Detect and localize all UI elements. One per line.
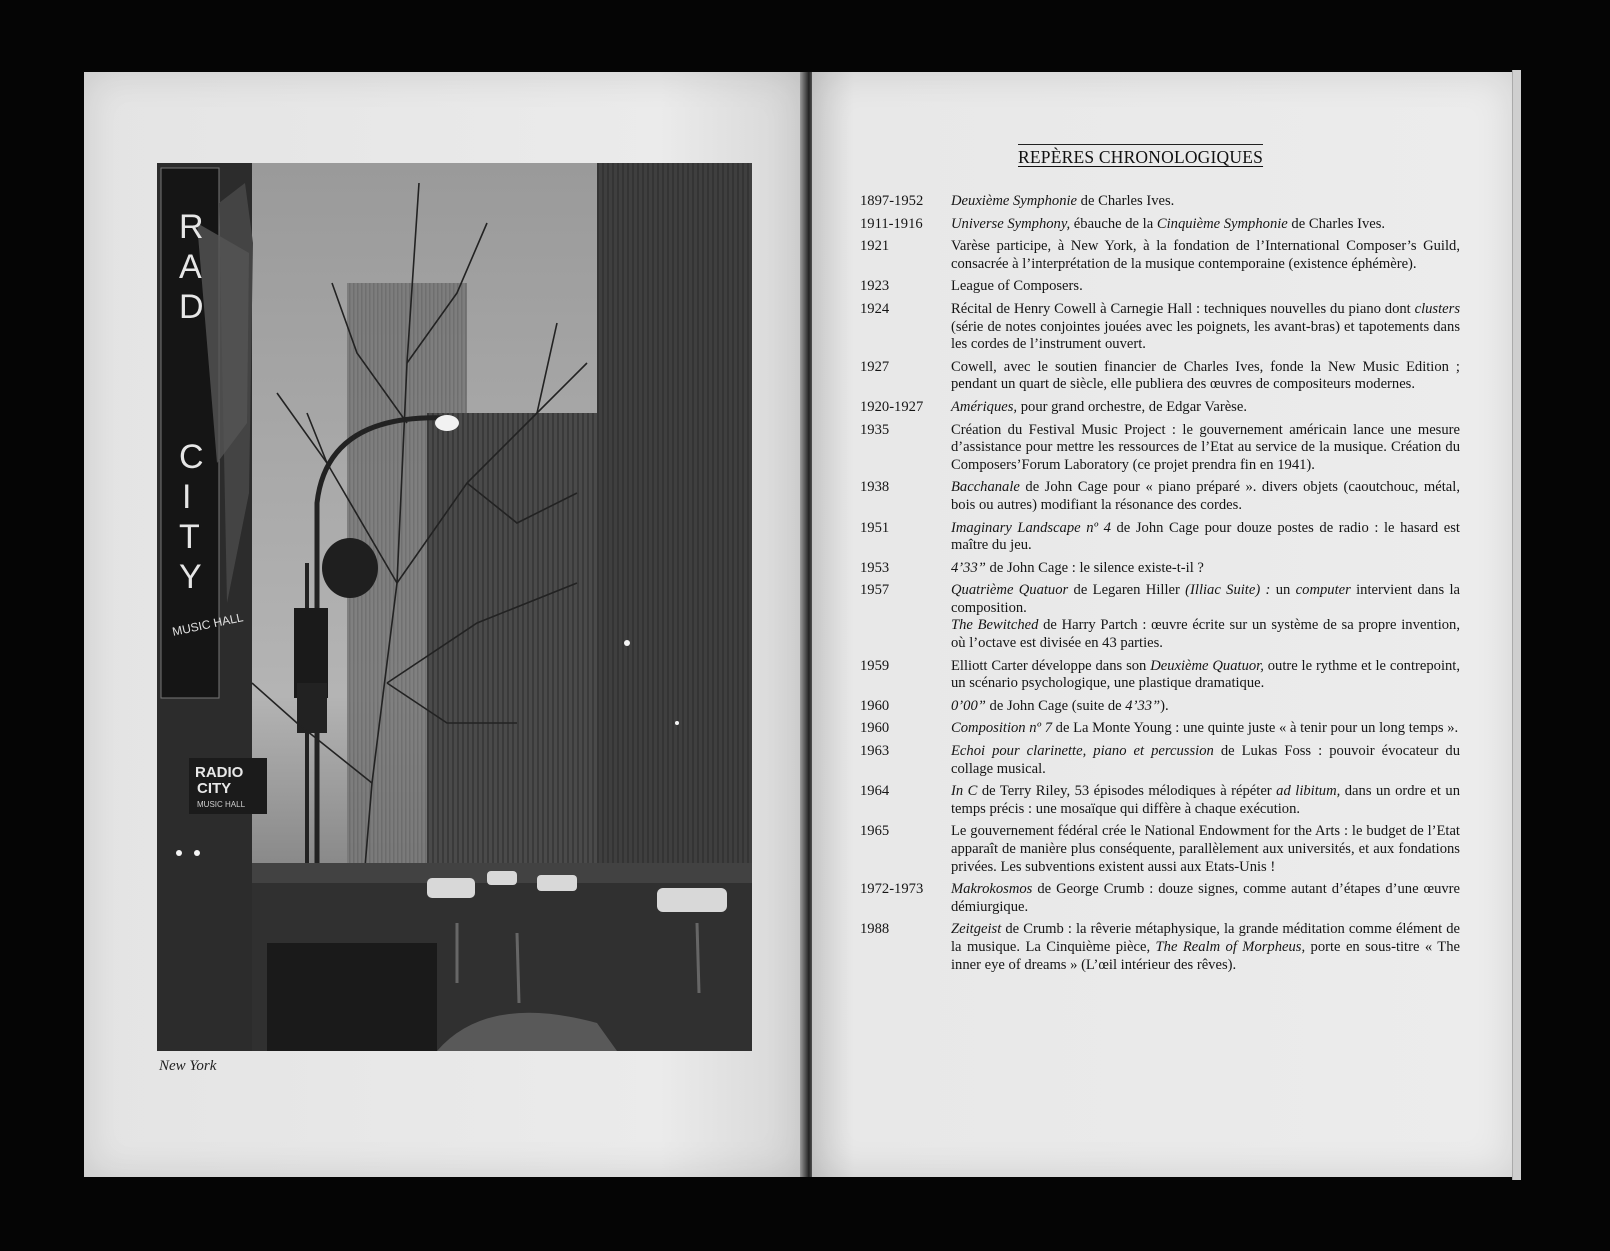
entry-description <box>951 582 1460 652</box>
entry-year: 1935 <box>860 421 890 438</box>
entry-paragraph: Le gouvernement fédéral crée le National Endowment for the Arts : le budget de l’Etat apparaît de manière plus conséquente, parallèlement aux universités, et aux fondations privées. Les subventions existent aussi aux Etats-Unis ! <box>951 823 1460 875</box>
entry-paragraph: Elliott Carter développe dans son Deuxième Quatuor, outre le rythme et le contrepoint, un scénario psychologique, une plastique dramatique. <box>951 657 1460 692</box>
chronology-entry <box>860 238 1460 273</box>
entry-year: 1953 <box>860 559 890 576</box>
chronology-entry <box>860 743 1460 778</box>
sign-letter: I <box>182 478 192 516</box>
entry-description <box>951 823 1460 876</box>
entry-paragraph: Varèse participe, à New York, à la fondation de l’International Composer’s Guild, consacrée à l’interprétation de la musique contemporaine (existence éphémère). <box>951 238 1460 272</box>
entry-year: 1921 <box>860 238 890 255</box>
chronology-entry <box>860 359 1460 394</box>
chronology-entry <box>860 698 1460 716</box>
entry-year: 1957 <box>860 582 890 599</box>
entry-year: 1959 <box>860 657 890 674</box>
sign-letter: D <box>179 288 204 326</box>
marquee-line: MUSIC HALL <box>197 800 246 809</box>
entry-year: 1924 <box>860 300 890 317</box>
photo-caption: New York <box>159 1058 217 1074</box>
chronology-entry <box>860 479 1460 514</box>
entry-paragraph: Imaginary Landscape nº 4 de John Cage pour douze postes de radio : le hasard est maître du jeu. <box>951 519 1460 554</box>
entry-paragraph: In C de Terry Riley, 53 épisodes mélodiques à répéter ad libitum, dans un ordre et un temps précis : une mosaïque qui diffère à chaque exécution. <box>951 783 1460 817</box>
entry-year: 1897-1952 <box>860 193 924 209</box>
entry-paragraph: Composition nº 7 de La Monte Young : une quinte juste « à tenir pour un long temps ». <box>951 720 1459 737</box>
chronology-entry <box>860 658 1460 693</box>
sign-music-hall: MUSIC HALL <box>171 610 245 639</box>
entry-paragraph: Création du Festival Music Project : le gouvernement américain lance une mesure d’assistance pour mettre les ressources de l’Etat au service de la musique. Création du Composers’Forum Laboratory (ce projet prendra fin en 1941). <box>951 421 1460 473</box>
chronology-entry <box>860 422 1460 475</box>
entry-year: 1923 <box>860 278 890 295</box>
marquee-line: CITY <box>197 780 232 797</box>
chronology-entry <box>860 216 1460 234</box>
entry-year: 1960 <box>860 720 890 737</box>
entry-paragraph: 0’00” de John Cage (suite de 4’33”). <box>951 697 1169 714</box>
entry-year: 1965 <box>860 823 890 840</box>
entry-paragraph: Zeitgeist de Crumb : la rêverie métaphysique, la grande méditation comme élément de la musique. La Cinquième pièce, The Realm of Morpheus, porte en sous-titre « The inner eye of dreams » (L’œil intérieur des rêves). <box>951 921 1460 973</box>
entry-year: 1911-1916 <box>860 215 923 232</box>
entry-paragraph: 4’33” de John Cage : le silence existe-t-il ? <box>951 559 1204 576</box>
chronology-entry <box>860 399 1460 417</box>
entry-description <box>951 238 1460 273</box>
entry-description <box>951 359 1460 394</box>
entry-year: 1972-1973 <box>860 881 924 898</box>
chronology-entry <box>860 720 1460 738</box>
sign-letter: C <box>179 438 204 476</box>
entry-description <box>951 921 1460 974</box>
chronology-entry <box>860 520 1460 555</box>
entry-paragraph: Bacchanale de John Cage pour « piano préparé ». divers objets (caoutchouc, métal, bois ou autres) modifiant la résonance des cordes. <box>951 479 1460 513</box>
sign-letter: R <box>179 208 204 246</box>
entry-paragraph: Echoi pour clarinette, piano et percussion de Lukas Foss : pouvoir évocateur du collage musical. <box>951 743 1460 777</box>
entry-year: 1927 <box>860 358 890 375</box>
page-title: REPÈRES CHRONOLOGIQUES <box>1018 147 1264 167</box>
entry-year: 1988 <box>860 921 890 938</box>
chronology-entry <box>860 560 1460 578</box>
entry-description <box>951 783 1460 818</box>
entry-description <box>951 658 1460 693</box>
entry-paragraph: Makrokosmos de George Crumb : douze signes, comme autant d’étapes d’une œuvre démiurgique. <box>951 881 1460 915</box>
entry-paragraph: Amériques, pour grand orchestre, de Edgar Varèse. <box>951 398 1247 415</box>
chronology-entry <box>860 881 1460 916</box>
chronology-entry <box>860 823 1460 876</box>
page-edge <box>1512 70 1521 1180</box>
sign-letter: Y <box>179 558 202 596</box>
entry-description <box>951 216 1460 234</box>
entry-paragraph: Deuxième Symphonie de Charles Ives. <box>951 193 1175 209</box>
entry-paragraph: The Bewitched de Harry Partch : œuvre écrite sur un système de sa propre invention, où l’octave est divisée en 43 parties. <box>951 617 1461 652</box>
entry-description <box>951 720 1460 738</box>
entry-description <box>951 301 1460 354</box>
chronology-list <box>860 193 1460 979</box>
entry-paragraph: Récital de Henry Cowell à Carnegie Hall : techniques nouvelles du piano dont clusters (série de notes conjointes jouées avec les poignets, les avant-bras) et tapotements dans les cordes de l’instrument ouvert. <box>951 300 1460 353</box>
sign-letter: A <box>179 248 202 286</box>
entry-paragraph: Cowell, avec le soutien financier de Charles Ives, fonde la New Music Edition ; pendant un quart de siècle, elle publiera des œuvres de compositeurs modernes. <box>951 358 1460 393</box>
marquee-line: RADIO <box>195 764 244 781</box>
entry-year: 1960 <box>860 697 890 714</box>
entry-description <box>951 422 1460 475</box>
entry-description <box>951 399 1460 417</box>
entry-description <box>951 881 1460 916</box>
entry-description <box>951 520 1460 555</box>
chronology-entry <box>860 783 1460 818</box>
entry-year: 1938 <box>860 479 890 496</box>
entry-description <box>951 193 1460 211</box>
entry-year: 1964 <box>860 783 890 800</box>
sign-letter: T <box>179 518 200 556</box>
entry-paragraph: Quatrième Quatuor de Legaren Hiller (Illiac Suite) : un computer intervient dans la composition. <box>951 582 1461 616</box>
chronology-entry <box>860 301 1460 354</box>
chronology-entry <box>860 921 1460 974</box>
chronology-entry <box>860 193 1460 211</box>
entry-year: 1963 <box>860 743 890 760</box>
entry-paragraph: League of Composers. <box>951 278 1083 295</box>
new-york-photo <box>157 163 752 1051</box>
entry-year: 1920-1927 <box>860 398 924 415</box>
entry-description <box>951 560 1460 578</box>
entry-description <box>951 278 1460 296</box>
chronology-entry <box>860 582 1460 652</box>
entry-description <box>951 743 1460 778</box>
chronology-entry <box>860 278 1460 296</box>
entry-year: 1951 <box>860 519 890 536</box>
entry-description <box>951 479 1460 514</box>
entry-paragraph: Universe Symphony, ébauche de la Cinquième Symphonie de Charles Ives. <box>951 215 1386 232</box>
entry-description <box>951 698 1460 716</box>
